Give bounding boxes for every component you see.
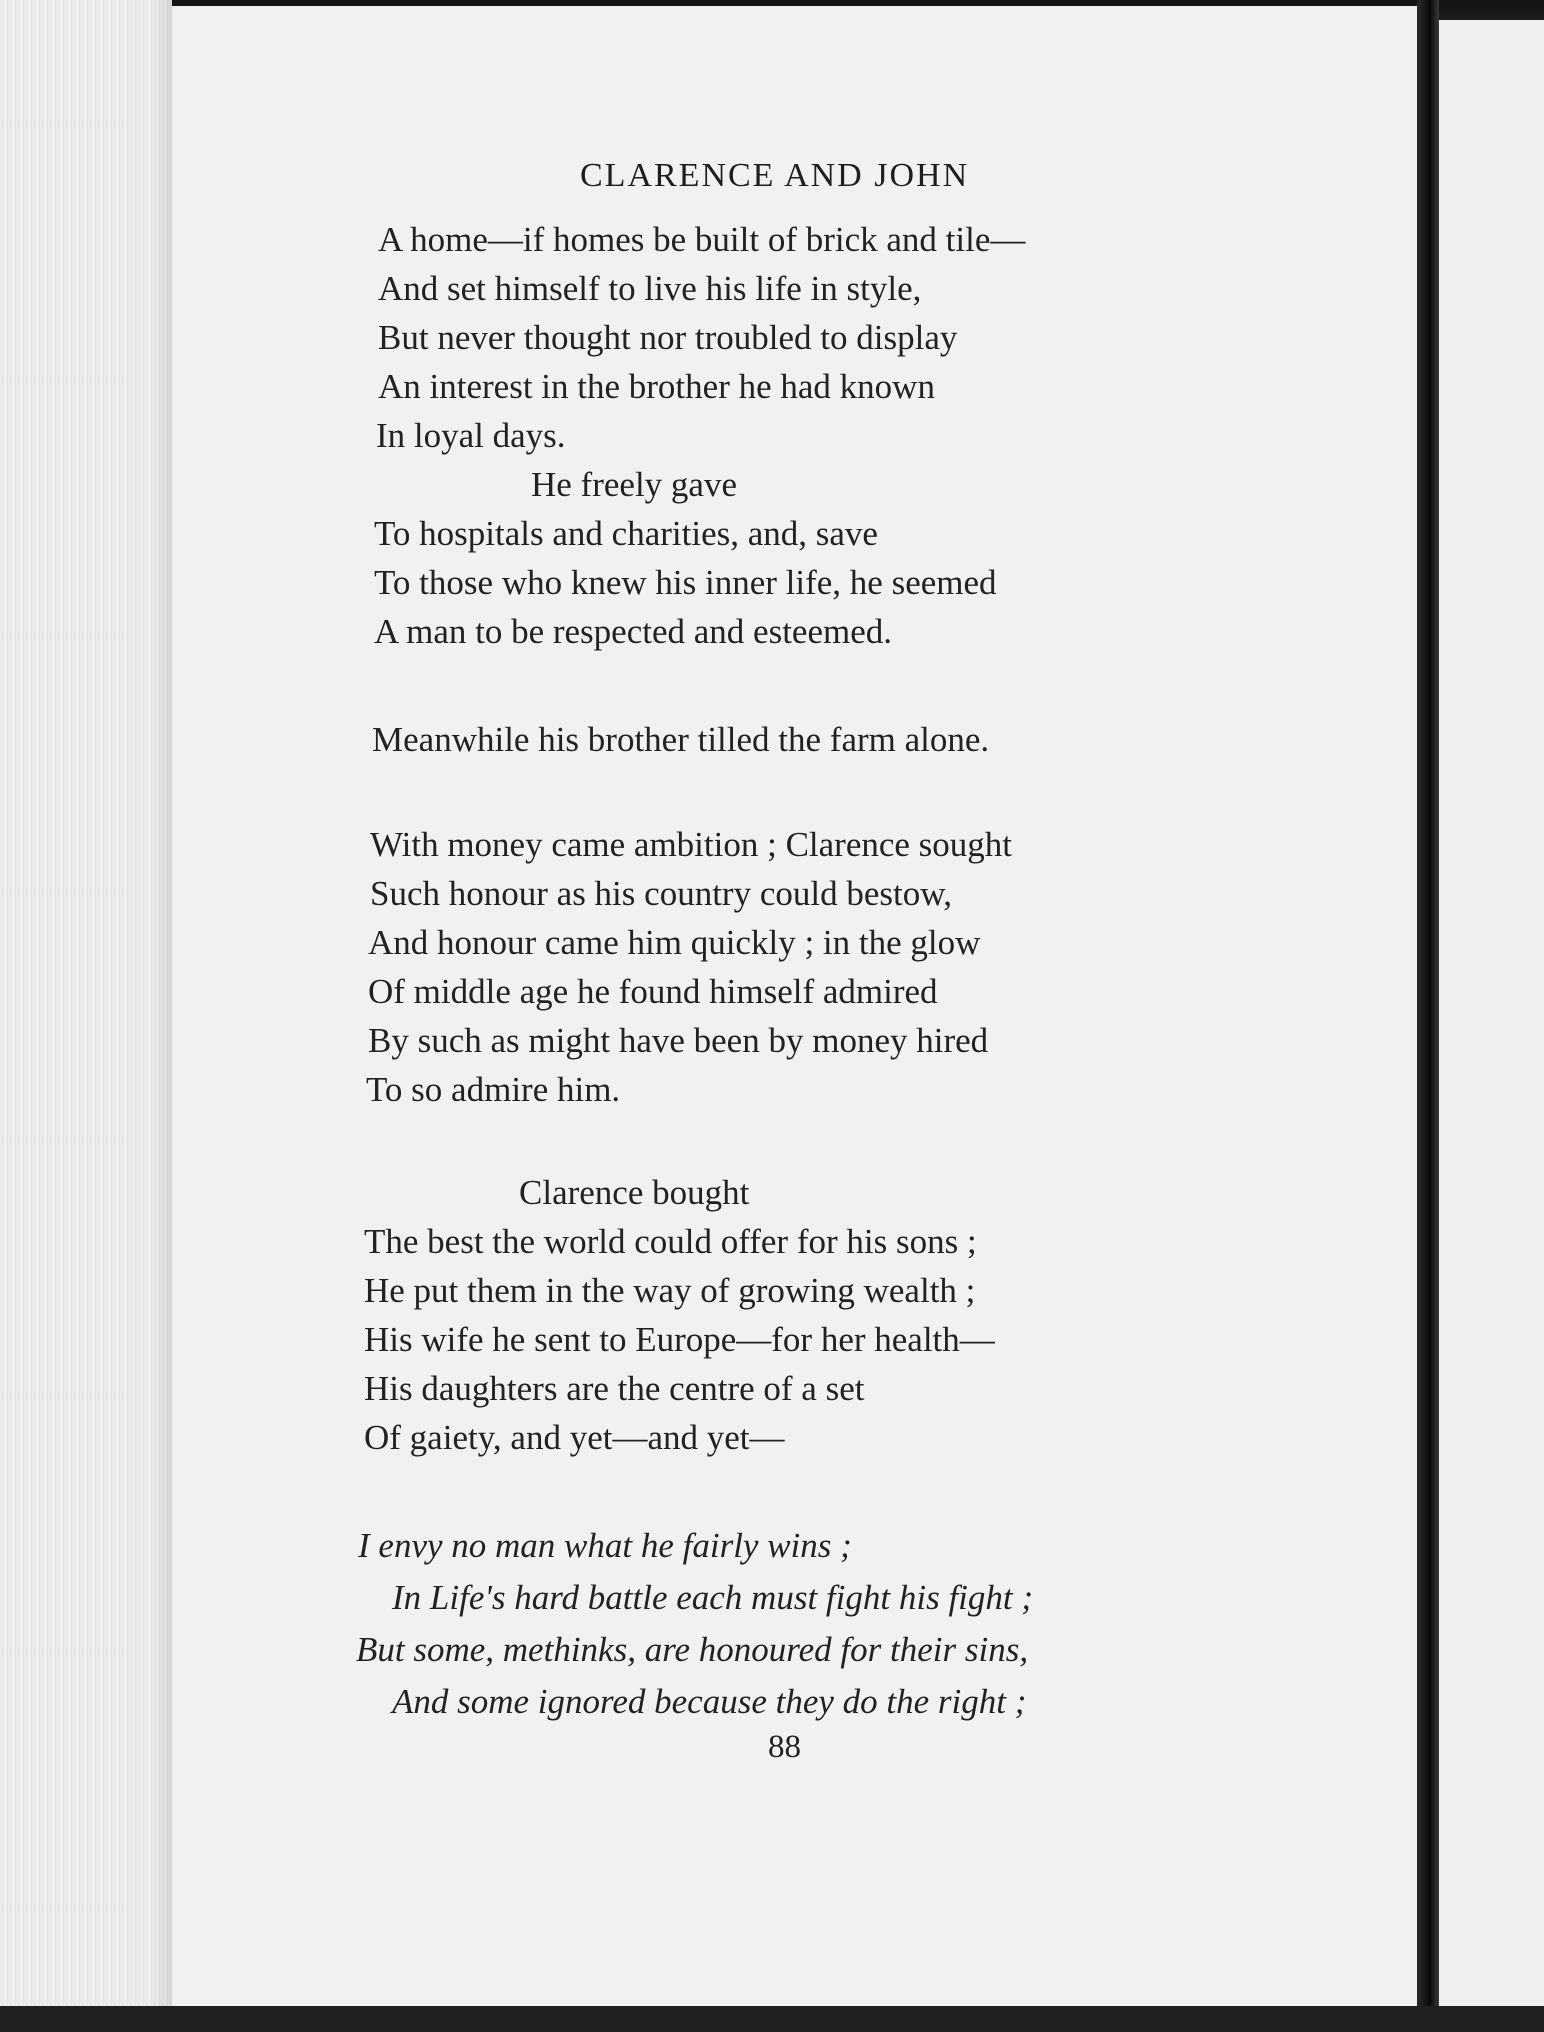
running-head: CLARENCE AND JOHN	[580, 157, 970, 194]
poem-line: He freely gave	[531, 465, 737, 504]
poem-line: To those who knew his inner life, he seemed	[374, 563, 997, 602]
refrain-line: I envy no man what he fairly wins ;	[358, 1526, 852, 1565]
poem-line: An interest in the brother he had known	[378, 367, 935, 406]
poem-line: His wife he sent to Europe—for her health—	[364, 1320, 995, 1359]
poem-line: And honour came him quickly ; in the glow	[368, 923, 981, 962]
refrain-line: And some ignored because they do the right ;	[392, 1682, 1027, 1721]
poem-line: A man to be respected and esteemed.	[374, 612, 892, 651]
scan-border-bottom	[0, 2006, 1544, 2032]
poem-line: With money came ambition ; Clarence sought	[370, 825, 1013, 864]
book-gutter	[1417, 0, 1439, 2032]
poem-line: Meanwhile his brother tilled the farm alone.	[372, 720, 990, 759]
facing-page	[1439, 20, 1544, 2020]
poem-line: Of middle age he found himself admired	[368, 972, 938, 1011]
poem-line: But never thought nor troubled to display	[378, 318, 958, 357]
poem-line: His daughters are the centre of a set	[364, 1369, 865, 1408]
poem-line: Such honour as his country could bestow,	[370, 874, 952, 913]
poem-line: To hospitals and charities, and, save	[374, 514, 878, 553]
refrain-line: In Life's hard battle each must fight his fight ;	[392, 1578, 1034, 1617]
page-edge-stack	[0, 0, 175, 2032]
page-number: 88	[768, 1729, 801, 1765]
poem-line: Clarence bought	[519, 1173, 750, 1212]
refrain-line: But some, methinks, are honoured for their sins,	[356, 1630, 1029, 1669]
poem-line: A home—if homes be built of brick and tile—	[378, 220, 1026, 259]
poem-line: By such as might have been by money hired	[368, 1021, 989, 1060]
poem-line: In loyal days.	[376, 416, 566, 455]
poem-line: He put them in the way of growing wealth ;	[364, 1271, 976, 1310]
poem-line: To so admire him.	[366, 1070, 621, 1109]
poem-line: And set himself to live his life in style,	[378, 269, 922, 308]
poem-line: Of gaiety, and yet—and yet—	[364, 1418, 785, 1457]
poem-line: The best the world could offer for his sons ;	[364, 1222, 977, 1261]
